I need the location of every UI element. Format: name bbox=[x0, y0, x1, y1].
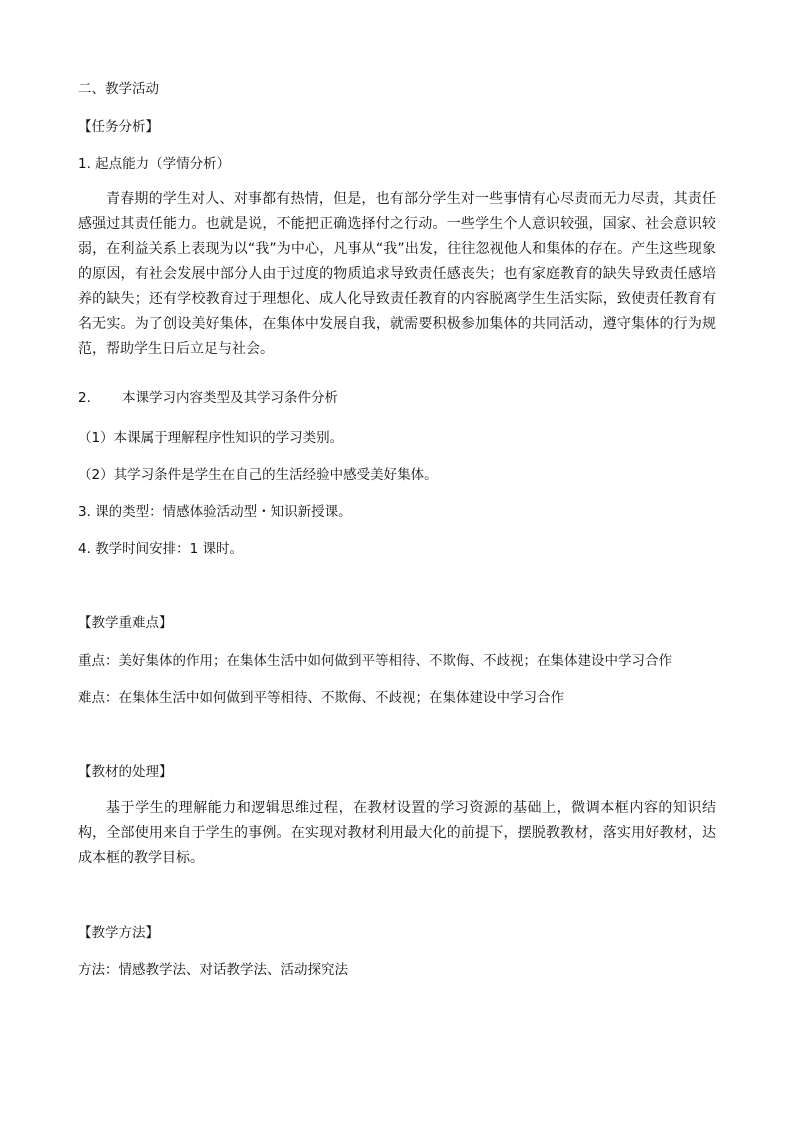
materials-heading: 【教材的处理】 bbox=[78, 764, 173, 780]
item4-text: 4. 教学时间安排：1 课时。 bbox=[78, 541, 244, 557]
methods-text: 方法：情感教学法、对话教学法、活动探究法 bbox=[78, 962, 348, 978]
item2-sub1: （1）本课属于理解程序性知识的学习类别。 bbox=[78, 430, 344, 446]
task-analysis-heading: 【任务分析】 bbox=[78, 119, 159, 135]
difficult-point: 难点：在集体生活中如何做到平等相待、不欺侮、不歧视；在集体建设中学习合作 bbox=[78, 690, 564, 706]
section-title: 二、教学活动 bbox=[78, 81, 159, 97]
item1-paragraph: 青春期的学生对人、对事都有热情，但是，也有部分学生对一些事情有心尽责而无力尽责，其责任感强过其责任能力。也就是说，不能把正确选择付之行动。一些学生个人意识较强，国家、社会意识较弱，在利益关系上表现为以“我”为中心，凡事从“我”出发，往往忽视他人和集体的存在。产生这些现象的原因，有社会发展中部分人由于过度的物质追求导致责任感丧失；也有家庭教育的缺失导致责任感培养的缺失；还有学校教育过于理想化、成人化导致责任教育的内容脱离学生生活实际，致使责任教育有名无实。为了创设美好集体，在集体中发展自我，就需要积极参加集体的共同活动，遵守集体的行为规范，帮助学生日后立足与社会。 bbox=[78, 191, 716, 357]
key-points-heading: 【教学重难点】 bbox=[78, 615, 173, 631]
item2-sub2: （2）其学习条件是学生在自己的生活经验中感受美好集体。 bbox=[78, 467, 438, 483]
item3-text: 3. 课的类型：情感体验活动型・知识新授课。 bbox=[78, 504, 352, 520]
important-point: 重点：美好集体的作用；在集体生活中如何做到平等相待、不欺侮、不歧视；在集体建设中学习合作 bbox=[78, 653, 672, 669]
methods-heading: 【教学方法】 bbox=[78, 925, 159, 941]
materials-paragraph: 基于学生的理解能力和逻辑思维过程，在教材设置的学习资源的基础上，微调本框内容的知识结构，全部使用来自于学生的事例。在实现对教材利用最大化的前提下，摆脱教教材，落实用好教材，达成本框的教学目标。 bbox=[78, 800, 716, 866]
item1-title: 1. 起点能力（学情分析） bbox=[78, 156, 231, 172]
item2-title: 本课学习内容类型及其学习条件分析 bbox=[122, 390, 338, 406]
item2-number: 2. bbox=[78, 390, 91, 406]
